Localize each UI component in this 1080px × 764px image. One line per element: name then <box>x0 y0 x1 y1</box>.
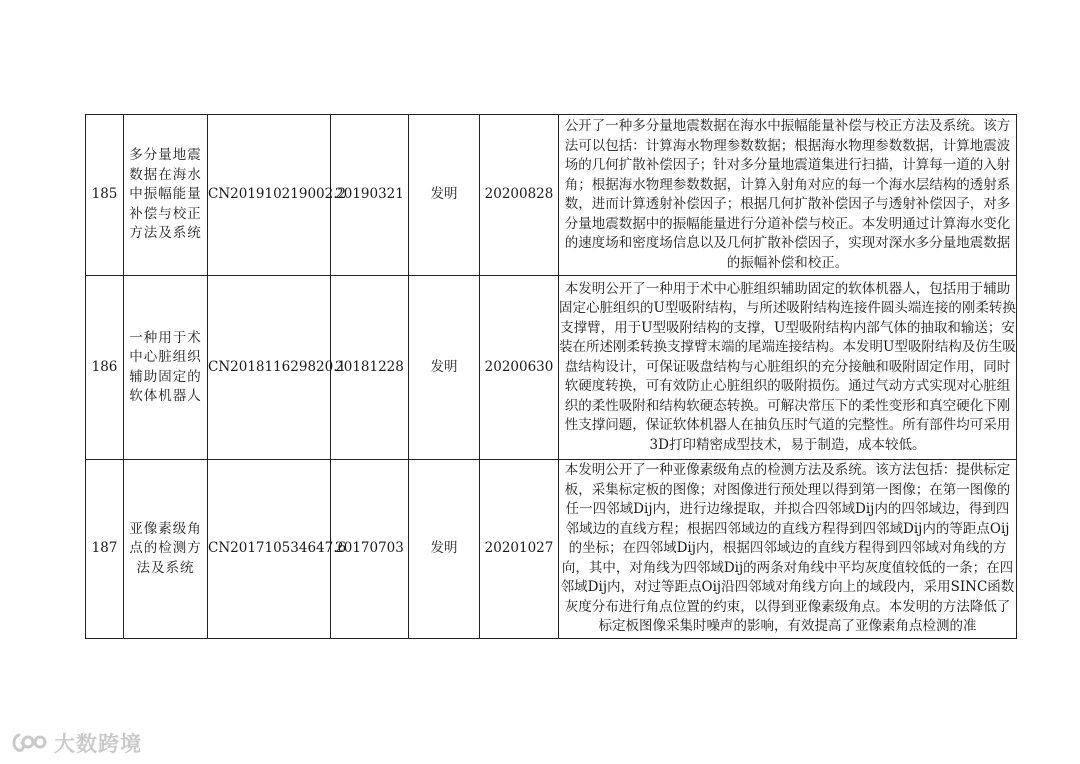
application-number: CN201710534647.6 <box>208 460 331 639</box>
application-date: 20190321 <box>331 115 409 276</box>
table-row <box>86 115 1017 276</box>
application-number: CN201811629820.1 <box>208 276 331 460</box>
patent-type: 发明 <box>409 115 480 276</box>
patent-abstract: 公开了一种多分量地震数据在海水中振幅能量补偿与校正方法及系统。该方法可以包括：计算海水物理参数数据；根据海水物理参数数据，计算地震波场的几何扩散补偿因子；针对多分量地震道集进行扫描，计算每一道的入射角；根据海水物理参数数据，计算入射角对应的每一个海水层结构的透射系数，进而计算透射补偿因子；根据几何扩散补偿因子与透射补偿因子，对多分量地震数据中的振幅能量进行分道补偿与校正。本发明通过计算海水变化的速度场和密度场信息以及几何扩散补偿因子，实现对深水多分量地震数据的振幅补偿和校正。 <box>559 115 1017 276</box>
patent-name: 多分量地震数据在海水中振幅能量补偿与校正方法及系统 <box>124 115 208 276</box>
patent-name: 亚像素级角点的检测方法及系统 <box>124 460 208 639</box>
patent-abstract: 本发明公开了一种亚像素级角点的检测方法及系统。该方法包括：提供标定板，采集标定板的图像；对图像进行预处理以得到第一图像；在第一图像的任一四邻域Dij内，进行边缘提取，并拟合四邻域Dij内的四邻域边，得到四邻域边的直线方程；根据四邻域边的直线方程得到四邻域Dij内的等距点Oij的坐标；在四邻域Dij内，根据四邻域边的直线方程得到四邻域对角线的方向，其中，对角线为四邻域Dij的两条对角线中平均灰度值较低的一条；在四邻域Dij内，对过等距点Oij沿四邻域对角线方向上的域段内，采用SINC函数灰度分布进行角点位置的约束，以得到亚像素级角点。本发明的方法降低了标定板图像采集时噪声的影响，有效提高了亚像素角点检测的准 <box>560 462 1015 635</box>
table-row <box>86 276 1017 460</box>
watermark <box>10 728 142 758</box>
application-date: 20181228 <box>331 276 409 460</box>
publication-date: 20200630 <box>480 276 559 460</box>
row-number: 187 <box>86 460 124 639</box>
patent-abstract-cell <box>559 460 1017 639</box>
publication-date: 20200828 <box>480 115 559 276</box>
patent-name: 一种用于术中心脏组织辅助固定的软体机器人 <box>124 276 208 460</box>
patent-type: 发明 <box>409 276 480 460</box>
row-number: 186 <box>86 276 124 460</box>
patent-abstract: 本发明公开了一种用于术中心脏组织辅助固定的软体机器人，包括用于辅助固定心脏组织的U型吸附结构，与所述吸附结构连接件圆头端连接的刚柔转换支撑臂，用于U型吸附结构的支撑，U型吸附结构内部气体的抽取和输送；安装在所述刚柔转换支撑臂末端的尾端连接结构。本发明U型吸附结构及仿生吸盘结构设计，可保证吸盘结构与心脏组织的充分接触和吸附固定作用，同时软硬度转换，可有效防止心脏组织的吸附损伤。通过气动方式实现对心脏组织的柔性吸附和结构软硬态转换。可解决常压下的柔性变形和真空硬化下刚性支撑问题，保证软体机器人在抽负压时气道的完整性。所有部件均可采用3D打印精密成型技术，易于制造，成本较低。 <box>559 276 1017 460</box>
row-number: 185 <box>86 115 124 276</box>
brand-logo-icon <box>10 731 48 755</box>
patent-type: 发明 <box>409 460 480 639</box>
watermark-text: 大数跨境 <box>54 732 142 756</box>
patent-table <box>85 114 1017 639</box>
application-number: CN201910219002.2 <box>208 115 331 276</box>
table-row <box>86 460 1017 639</box>
publication-date: 20201027 <box>480 460 559 639</box>
application-date: 20170703 <box>331 460 409 639</box>
